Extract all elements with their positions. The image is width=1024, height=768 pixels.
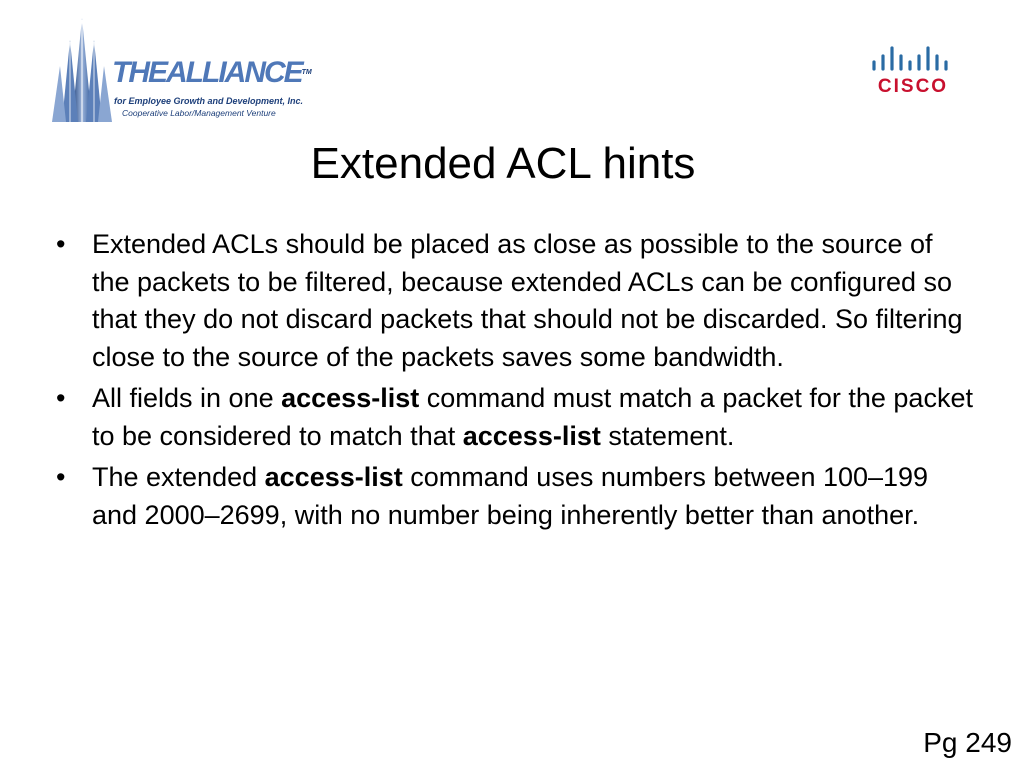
bullet-item xyxy=(56,459,976,534)
bullet-item xyxy=(56,226,976,376)
cisco-bridge-bars-icon xyxy=(871,44,955,72)
command-keyword: access-list xyxy=(462,420,601,451)
slide-title: Extended ACL hints xyxy=(310,139,696,188)
bullet-dot-icon: • xyxy=(56,462,66,492)
page-number: Pg 249 xyxy=(923,727,1012,758)
bullet-list xyxy=(56,226,976,538)
alliance-tower-icon xyxy=(48,18,118,126)
alliance-tagline: for Employee Growth and Development, Inc. xyxy=(114,96,304,106)
command-keyword: access-list xyxy=(264,462,403,492)
bullet-dot-icon: • xyxy=(56,383,66,413)
bullet-text: All fields in one xyxy=(92,383,282,413)
cisco-logo xyxy=(868,44,958,100)
alliance-wordmark: THEALLIANCE™ xyxy=(112,56,312,89)
bullet-text: command uses numbers between 100–199 and 2000–2699, with no number being inherently better than another. xyxy=(92,462,929,530)
bullet-text: The extended xyxy=(92,462,265,492)
cisco-wordmark: CISCO xyxy=(877,76,949,97)
bullet-item xyxy=(56,380,976,455)
alliance-subtitle: Cooperative Labor/Management Venture xyxy=(122,108,276,118)
command-keyword: access-list xyxy=(281,383,420,413)
bullet-text: statement. xyxy=(600,420,735,451)
bullet-dot-icon: • xyxy=(56,229,66,259)
bullet-text: command must match a packet for the packet to be considered to match that xyxy=(92,383,973,451)
alliance-logo xyxy=(48,18,310,126)
bullet-text: Extended ACLs should be placed as close as possible to the source of the packets to be filtered, because extended ACLs can be configured so that they do not discard packets that should not be discarded. So filtering close to the source of the packets saves some bandwidth. xyxy=(92,229,963,372)
